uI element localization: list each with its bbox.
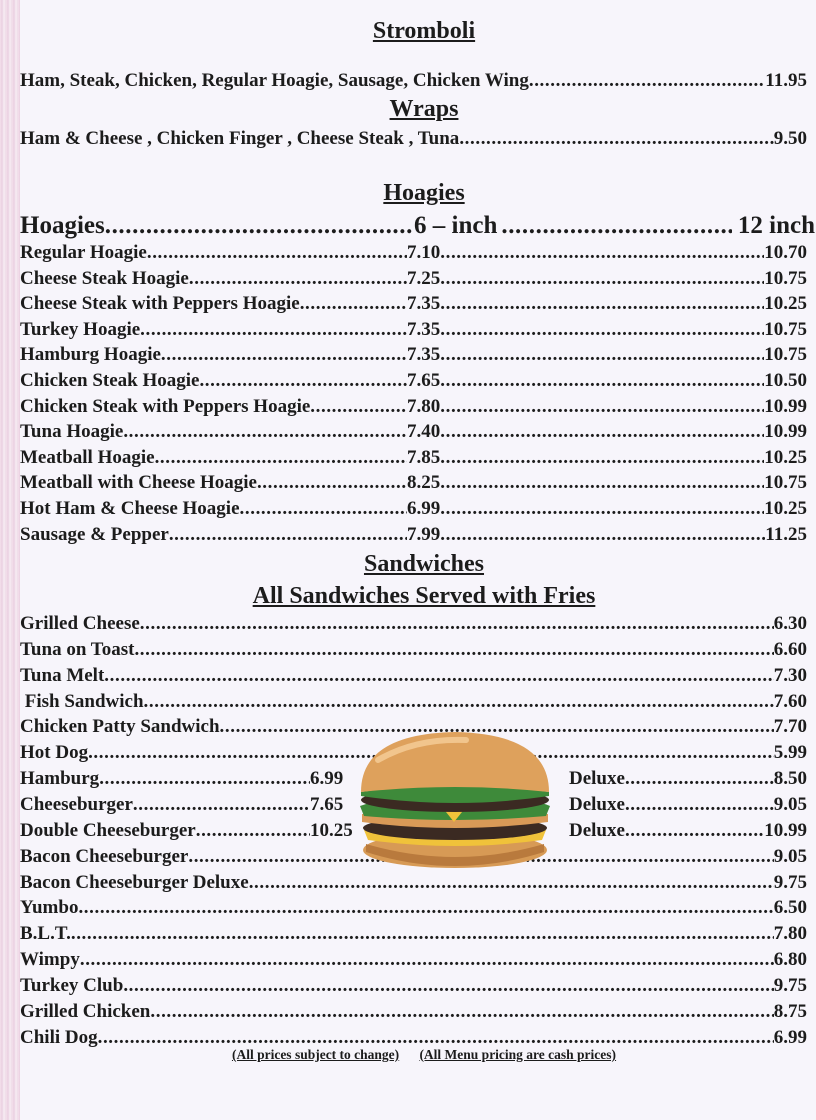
- dot-leader: [440, 293, 764, 315]
- footer-note-prices-change: (All prices subject to change): [231, 1047, 400, 1062]
- burger-price: 6.99: [310, 768, 344, 790]
- deluxe-price: 8.50: [773, 768, 807, 790]
- item-price: 11.95: [765, 70, 807, 91]
- burger-left-segment: [20, 768, 310, 790]
- dot-leader: [249, 872, 774, 894]
- dot-leader: [134, 639, 773, 661]
- price-6-inch: 7.10: [407, 242, 441, 263]
- hoagie-name: Sausage & Pepper: [20, 523, 169, 545]
- price-6-inch: 7.35: [407, 318, 441, 340]
- dot-leader: [440, 421, 764, 443]
- deluxe-price: 10.99: [764, 819, 807, 841]
- hoagie-left-segment: [20, 421, 407, 443]
- footer-notes: [0, 1047, 816, 1063]
- price-6-inch: 8.25: [407, 472, 441, 494]
- dot-leader: [501, 212, 732, 240]
- dot-leader: [147, 242, 407, 264]
- hoagie-name: Hamburg Hoagie: [20, 344, 161, 366]
- dot-leader: [104, 665, 773, 687]
- sandwich-row: [20, 691, 807, 716]
- price-6-inch: 7.99: [407, 523, 441, 545]
- deluxe-price: 9.05: [773, 793, 807, 815]
- item-price: 9.50: [773, 128, 807, 149]
- sandwich-row: [20, 897, 807, 922]
- hoagie-row: [20, 268, 807, 293]
- burger-name: Double Cheeseburger: [20, 819, 196, 841]
- sandwich-price: 6.50: [773, 897, 807, 919]
- dot-leader: [99, 768, 310, 790]
- sandwich-name: Tuna Melt: [20, 664, 105, 686]
- sandwich-name: Grilled Cheese: [20, 613, 140, 634]
- hoagie-name: Chicken Steak with Peppers Hoagie: [20, 395, 311, 417]
- sandwich-price: 5.99: [773, 742, 807, 764]
- sandwich-name: Grilled Chicken: [20, 1000, 151, 1022]
- hoagie-row: [20, 498, 807, 523]
- deluxe-label: Deluxe: [569, 793, 625, 815]
- price-6-inch: 7.35: [407, 344, 441, 366]
- deluxe-right-segment: [569, 768, 807, 790]
- price-12-inch: 10.25: [764, 293, 807, 315]
- dot-leader: [140, 613, 774, 635]
- sandwich-price: 7.30: [773, 664, 807, 686]
- burger-price: 7.65: [310, 793, 344, 815]
- hoagie-left-segment: [20, 472, 407, 494]
- sandwich-row: [20, 949, 807, 974]
- dot-leader: [78, 897, 773, 919]
- hoagies-label: Hoagies: [20, 212, 105, 239]
- price-6-inch: 6.99: [407, 498, 441, 519]
- dot-leader: [440, 370, 764, 392]
- price-12-inch: 11.25: [765, 523, 807, 545]
- dot-leader: [440, 498, 764, 520]
- sandwich-row: [20, 639, 807, 664]
- dot-leader: [161, 344, 407, 366]
- deluxe-right-segment: [569, 794, 807, 816]
- hoagies-heading: Hoagies: [383, 180, 465, 206]
- dot-leader: [440, 344, 764, 366]
- hoagie-left-segment: [20, 242, 407, 264]
- hoagies-size-header: [20, 212, 815, 240]
- dot-leader: [625, 768, 774, 790]
- hoagie-left-segment: [20, 293, 407, 315]
- price-12-inch: 10.75: [764, 472, 807, 494]
- wraps-heading: Wraps: [389, 96, 459, 122]
- price-6-inch: 7.35: [407, 293, 441, 315]
- sandwich-name: Hot Dog: [20, 742, 89, 764]
- dot-leader: [71, 923, 774, 945]
- hoagie-left-segment: [20, 524, 407, 546]
- hoagie-row: [20, 472, 807, 497]
- dot-leader: [625, 794, 774, 816]
- dot-leader: [98, 1027, 774, 1049]
- hoagie-name: Chicken Steak Hoagie: [20, 370, 200, 391]
- price-12-inch: 10.25: [764, 446, 807, 468]
- hoagie-left-segment: [20, 344, 407, 366]
- size-6-inch: 6 – inch: [414, 212, 498, 239]
- item-name: Ham & Cheese , Chicken Finger , Cheese Steak , Tuna: [20, 128, 460, 149]
- sandwich-row: [20, 665, 807, 690]
- dot-leader: [199, 370, 407, 392]
- dot-leader: [440, 447, 764, 469]
- deluxe-label: Deluxe: [569, 819, 625, 841]
- sandwich-name: Chicken Patty Sandwich: [20, 716, 220, 738]
- price-12-inch: 10.70: [764, 242, 807, 263]
- menu-item: [20, 128, 807, 153]
- dot-leader: [80, 949, 774, 971]
- hoagie-row: [20, 344, 807, 369]
- dot-leader: [150, 1001, 773, 1023]
- hoagie-left-segment: [20, 370, 407, 392]
- sandwich-name: Wimpy: [20, 949, 80, 971]
- sandwich-price: 9.05: [773, 845, 807, 867]
- burger-left-segment: [20, 820, 310, 842]
- price-12-inch: 10.75: [764, 344, 807, 366]
- dot-leader: [440, 524, 765, 546]
- dot-leader: [459, 128, 773, 150]
- sandwich-price: 7.80: [773, 923, 807, 945]
- hoagie-name: Tuna Hoagie: [20, 421, 124, 443]
- sandwich-price: 8.75: [773, 1000, 807, 1022]
- sandwich-name: Chili Dog: [20, 1026, 98, 1048]
- price-6-inch: 7.85: [407, 446, 441, 468]
- dot-leader: [440, 472, 764, 494]
- price-12-inch: 10.25: [764, 498, 807, 519]
- sandwich-row: [20, 613, 807, 638]
- price-6-inch: 7.25: [407, 267, 441, 289]
- hoagie-name: Meatball with Cheese Hoagie: [20, 472, 257, 494]
- price-12-inch: 10.99: [764, 421, 807, 443]
- hoagie-row: [20, 524, 807, 549]
- dot-leader: [440, 396, 764, 418]
- sandwiches-heading: Sandwiches: [363, 551, 485, 577]
- burger-name: Hamburg: [20, 768, 100, 790]
- dot-leader: [123, 421, 407, 443]
- sandwich-price: 6.99: [773, 1026, 807, 1048]
- dot-leader: [300, 293, 407, 315]
- item-name: Ham, Steak, Chicken, Regular Hoagie, Sausage, Chicken Wing: [20, 70, 529, 91]
- dot-leader: [625, 820, 764, 842]
- deluxe-right-segment: [569, 820, 807, 842]
- sandwich-price: 9.75: [773, 871, 807, 893]
- hoagie-left-segment: [20, 396, 407, 418]
- dot-leader: [140, 319, 407, 341]
- sandwich-name: Yumbo: [20, 897, 79, 919]
- sandwich-name: Bacon Cheeseburger: [20, 845, 189, 867]
- sandwich-row: [20, 1001, 807, 1026]
- hoagie-row: [20, 370, 807, 395]
- dot-leader: [257, 472, 407, 494]
- deluxe-label: Deluxe: [569, 768, 625, 790]
- hoagie-name: Turkey Hoagie: [20, 318, 141, 340]
- sandwich-row: [20, 923, 807, 948]
- price-6-inch: 7.40: [407, 421, 441, 443]
- hoagie-name: Cheese Steak with Peppers Hoagie: [20, 293, 300, 315]
- price-6-inch: 7.80: [407, 395, 441, 417]
- price-12-inch: 10.75: [764, 318, 807, 340]
- dot-leader: [529, 70, 765, 92]
- dot-leader: [240, 498, 407, 520]
- dot-leader: [196, 820, 310, 842]
- size-header-left: [20, 212, 414, 240]
- price-6-inch: 7.65: [407, 370, 441, 391]
- sandwich-name: Bacon Cheeseburger Deluxe: [20, 871, 249, 893]
- footer-note-cash-prices: (All Menu pricing are cash prices): [419, 1047, 617, 1062]
- hamburger-icon: [356, 730, 554, 870]
- sandwich-price: 6.80: [773, 949, 807, 971]
- stromboli-heading: Stromboli: [372, 18, 476, 44]
- sandwich-row: [20, 975, 807, 1000]
- burger-price: 10.25: [310, 819, 353, 841]
- hoagie-left-segment: [20, 447, 407, 469]
- sandwich-price: 7.60: [773, 690, 807, 712]
- sandwich-price: 9.75: [773, 974, 807, 996]
- hoagie-left-segment: [20, 319, 407, 341]
- hoagie-name: Meatball Hoagie: [20, 446, 155, 468]
- dot-leader: [440, 319, 764, 341]
- hoagie-left-segment: [20, 498, 407, 520]
- hoagie-name: Hot Ham & Cheese Hoagie: [20, 498, 240, 519]
- dot-leader: [440, 268, 764, 290]
- hoagie-name: Regular Hoagie: [20, 242, 147, 263]
- dot-leader: [310, 396, 407, 418]
- sandwich-name: Tuna on Toast: [20, 638, 135, 660]
- dot-leader: [123, 975, 773, 997]
- hoagie-row: [20, 396, 807, 421]
- size-12-inch: 12 inch: [737, 212, 815, 239]
- sandwich-name: Fish Sandwich: [20, 690, 144, 712]
- sandwich-price: 7.70: [773, 716, 807, 738]
- price-12-inch: 10.75: [764, 267, 807, 289]
- sandwich-price: 6.60: [773, 638, 807, 660]
- dot-leader: [144, 691, 774, 713]
- price-12-inch: 10.50: [764, 370, 807, 391]
- hoagie-name: Cheese Steak Hoagie: [20, 267, 189, 289]
- sandwich-price: 6.30: [773, 613, 807, 634]
- sandwich-name: B.L.T.: [20, 923, 71, 945]
- menu-item: [20, 70, 807, 95]
- price-12-inch: 10.99: [764, 395, 807, 417]
- hoagie-row: [20, 293, 807, 318]
- hoagie-row: [20, 242, 807, 267]
- dot-leader: [133, 794, 310, 816]
- burger-left-segment: [20, 794, 310, 816]
- burger-name: Cheeseburger: [20, 793, 133, 815]
- dot-leader: [440, 242, 764, 264]
- hoagie-left-segment: [20, 268, 407, 290]
- sandwich-row: [20, 872, 807, 897]
- dot-leader: [155, 447, 407, 469]
- hoagie-row: [20, 421, 807, 446]
- sandwiches-subheading: All Sandwiches Served with Fries: [252, 583, 596, 609]
- hoagie-row: [20, 319, 807, 344]
- sandwich-name: Turkey Club: [20, 974, 124, 996]
- dot-leader: [169, 524, 407, 546]
- dot-leader: [189, 268, 407, 290]
- dot-leader: [105, 212, 414, 240]
- hoagie-row: [20, 447, 807, 472]
